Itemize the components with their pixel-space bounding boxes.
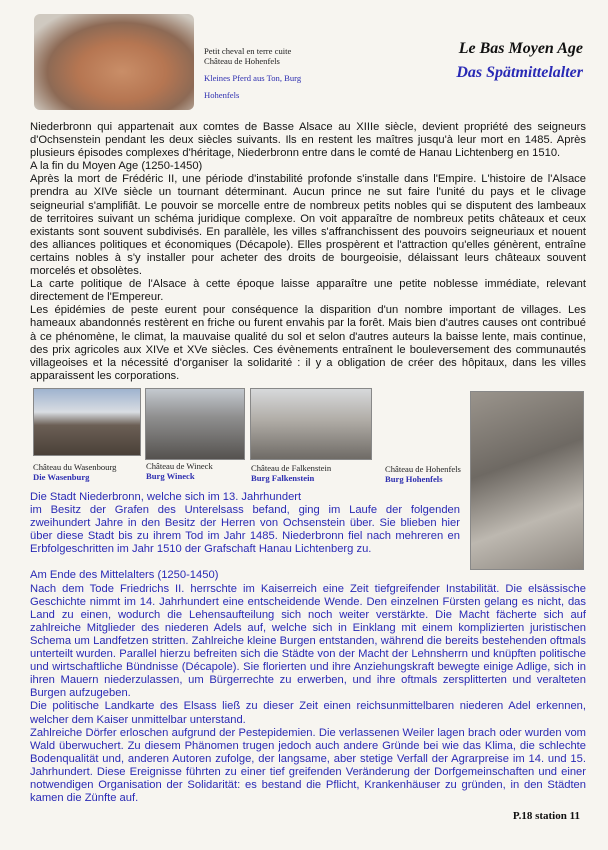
horse-caption-de-1: Kleines Pferd aus Ton, Burg [204, 73, 302, 83]
de-paragraph: Zahlreiche Dörfer erloschen aufgrund der Pestepidemien. Die verlassenen Weiler lagen brach oder wurden vom Wald überwuchert. Zu diesem Phänomen trugen jedoch auch andere Gründe bei wie das Klima, die schlechte Bodenqualität und, anderen Autoren zufolge, der langsame, aber stetige Verfall der Agrarpreise im 14. und 15. Jahrhundert. Diese Ereignisse führten zu einer tief greifenden Veränderung der Dorfgemeinschaften und einer notwendigen Organisation der Solidarität: es bestand die Pflicht, Krankenhäuser zu gründen, in den Städten kamen die Zünfte auf. [30, 726, 586, 805]
page-title-de: Das Spätmittelalter [456, 64, 583, 81]
wasenbourg-photo [33, 388, 141, 456]
caption-de: Burg Wineck [146, 471, 195, 481]
french-text [30, 121, 586, 383]
horse-caption [204, 46, 301, 100]
caption-fr: Château du Wasenbourg [33, 462, 117, 472]
terracotta-horse-photo [34, 14, 194, 110]
de-paragraph: Nach dem Tode Friedrichs II. herrschte im Kaiserreich eine Zeit tiefgreifender Instabilität. Die elsässische Geschichte nimmt im 14. Jahrhundert eine entscheidende Wende. Den einzelnen Fürsten gelang es nicht, das Land zu einen, wodurch die Lehensaufteilung sich noch weiter verstärkte. Die Macht fächerte sich auf zahlreiche Mitglieder des niederen Adels auf, welche sich in Einklang mit einem komplizierten juristischen Schema um Landfetzen stritten. Zahlreiche kleine Burgen entstanden, während die bereits bestehenden oftmals unterteilt wurden. Parallel hierzu befreiten sich die Städte von der Macht der Lehnsherrn und knüpften politische und wirtschaftliche Bündnisse (Décapole). Sie florierten und ihre Anziehungskraft bewegte einige Adlige, sich in ihren Mauern niederzulassen, um Bürgerrechte zu erwerben, und ihre oftmals zersplitterten und veralteten Burgen aufzugeben. [30, 582, 586, 700]
fr-paragraph: Les épidémies de peste eurent pour conséquence la disparition d'un nombre important de villages. Les hameaux abandonnés restèrent en friche ou furent envahis par la forêt. Mais bien d'autres causes ont contribué à ce phénomène, le climat, la mauvaise qualité du sol et selon d'autres auteurs la baisse lente, mais continue, des prix agricoles aux XIVe et XVe siècles. Ces évènements entraînent le bouleversement des communautés villageoises et la nécessité d'organiser la solidarité : il y a obligation de créer des hôpitaux, dans les villes apparaissent les corporations. [30, 304, 586, 382]
wasenbourg-caption [33, 462, 116, 482]
caption-fr: Château de Falkenstein [251, 463, 332, 473]
de-paragraph: im Besitz der Grafen des Unterelsass befand, ging im Laufe der folgenden zweihundert Jahre in den Besitz der Herren von Ochsenstein über. Sie blieben hier über diese Stadt bis zu ihrem Tod im Jahr 1485. Niederbronn fiel nach mehreren en Erbfolgeschritten im Jahr 1510 der Grafschaft Hanau Lichtenberg zu. [30, 504, 460, 556]
horse-caption-fr-1: Petit cheval en terre cuite [204, 46, 292, 56]
de-paragraph: Die politische Landkarte des Elsass ließ zu dieser Zeit einen reichsunmittelbaren niederen Adel erkennen, welcher dem Kaiser unmittelbar unterstand. [30, 700, 586, 726]
horse-caption-de-2: Hohenfels [204, 90, 240, 100]
caption-de: Die Wasenburg [33, 472, 90, 482]
fr-paragraph: Niederbronn qui appartenait aux comtes de Basse Alsace au XIIIe siècle, devient propriété des seigneurs d'Ochsenstein pendant les deux siècles suivants. Ils en restent les maîtres jusqu'à leur mort en 1485. Après plusieurs épisodes complexes d'héritage, Niederbronn entre dans le comté de Hanau Lichtenberg en 1510. [30, 121, 586, 160]
fr-subheading: A la fin du Moyen Age (1250-1450) [30, 160, 203, 173]
hohenfels-caption [385, 464, 461, 484]
caption-fr: Château de Hohenfels [385, 464, 461, 474]
de-paragraph: Die Stadt Niederbronn, welche sich im 13. Jahrhundert [30, 491, 302, 503]
german-text [30, 491, 586, 805]
page-title-fr: Le Bas Moyen Age [458, 40, 583, 57]
falkenstein-photo [250, 388, 372, 460]
wineck-photo [145, 388, 245, 460]
fr-paragraph: Après la mort de Frédéric II, une période d'instabilité profonde s'installe dans l'Empire. L'histoire de l'Alsace prendra au XIVe siècle un tournant déterminant. Aucun prince ne sut faire l'unité du pays et le clivage seigneurial s'amplifiât. Le pouvoir se morcelle entre de nombreux petits nobles qui se disputent des lambeaux de territoires suivant un schéma juridique complexe. On voit apparaître de nombreux petits châteaux et ceux existants sont souvent subdivisés. En parallèle, les villes s'affranchissent des pouvoirs seigneuriaux et nouent des alliances politiques et économiques (Décapole). Elles prospèrent et l'attraction qu'elles génèrent, entraîne certains nobles à s'y installer pour acheter des droits de bourgeoisie, délaissant leurs châteaux souvent morcelés et obsolètes. [30, 173, 586, 278]
fr-paragraph: La carte politique de l'Alsace à cette époque laisse apparaître une petite noblesse immédiate, relevant directement de l'Empereur. [30, 278, 586, 304]
caption-de: Burg Falkenstein [251, 473, 315, 483]
falkenstein-caption [251, 463, 331, 483]
horse-caption-fr-2: Château de Hohenfels [204, 56, 280, 66]
page-footer: P.18 station 11 [512, 810, 580, 822]
caption-de: Burg Hohenfels [385, 474, 443, 484]
wineck-caption [146, 461, 213, 481]
de-subheading: Am Ende des Mittelalters (1250-1450) [30, 569, 219, 582]
caption-fr: Château de Wineck [146, 461, 213, 471]
